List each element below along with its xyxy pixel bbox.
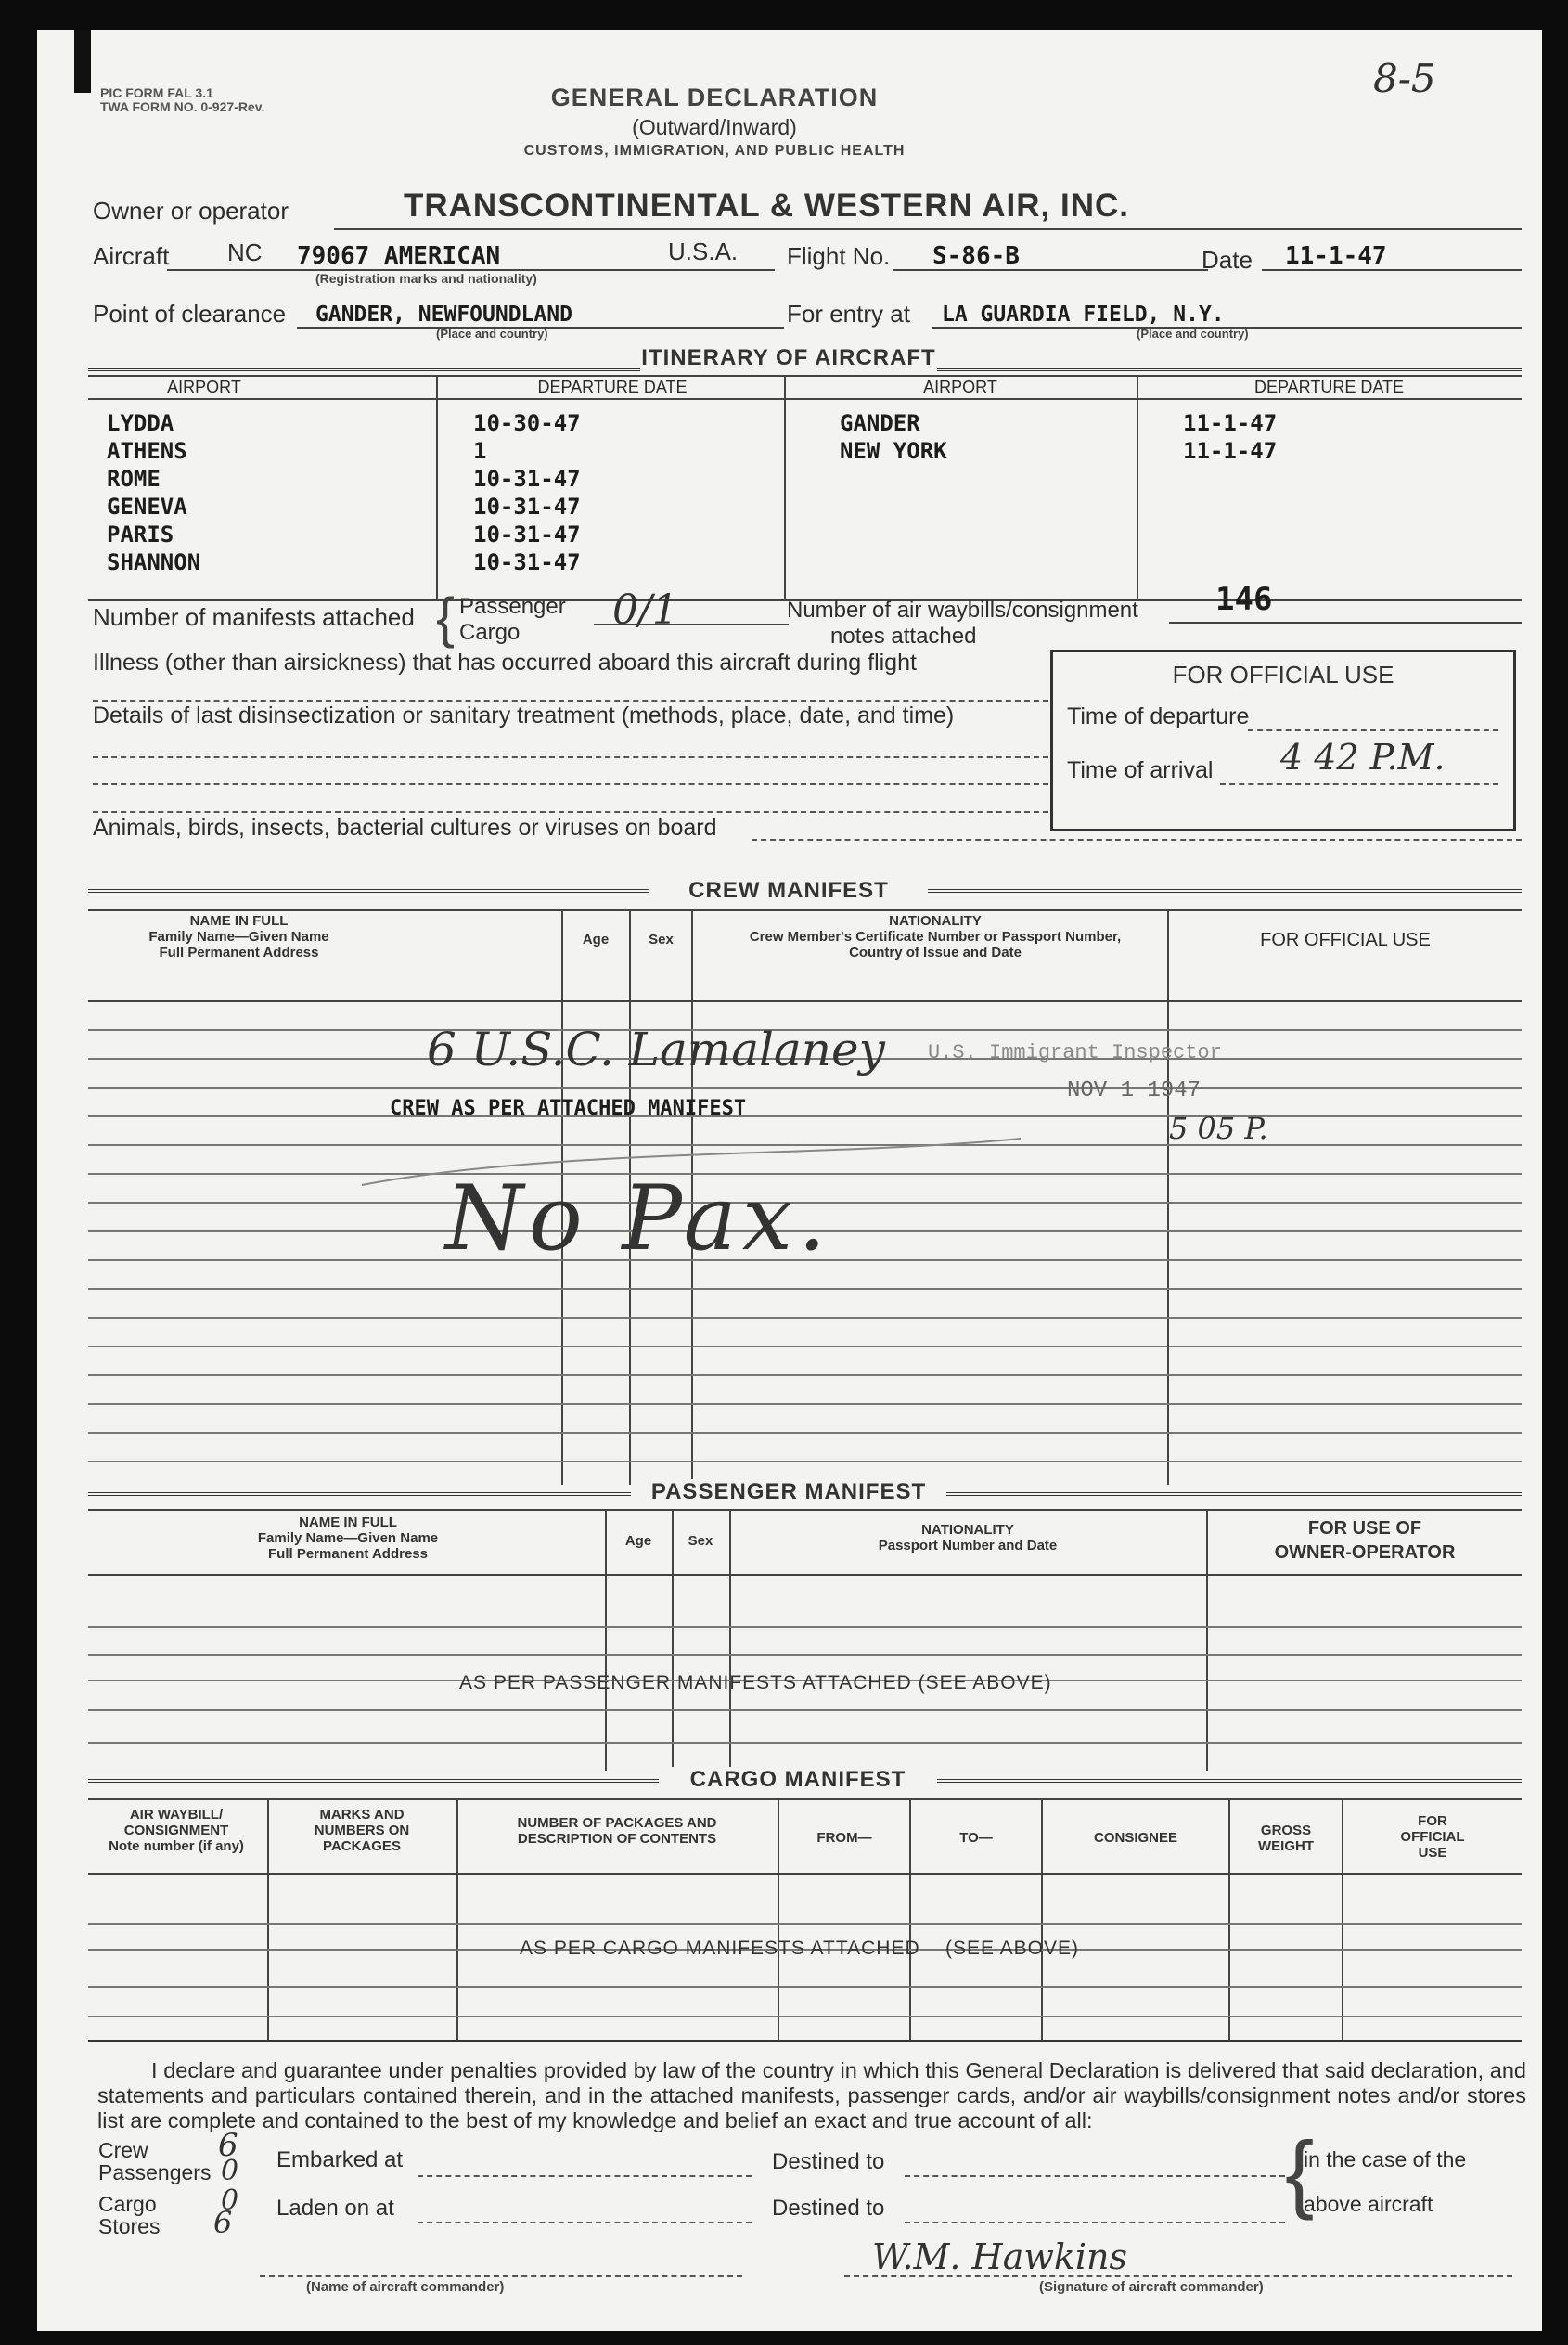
crew-col-official: FOR OFFICIAL USE (1260, 930, 1431, 950)
embarked-label: Embarked at (276, 2147, 404, 2172)
form-id-1: PIC FORM FAL 3.1 (100, 85, 213, 100)
time-of-arrival-label: Time of arrival (1067, 757, 1214, 783)
itin-left-date-3: 10-31-47 (473, 494, 581, 520)
itinerary-col-date-right: DEPARTURE DATE (1253, 378, 1405, 396)
time-of-arrival-value: 4 42 P.M. (1280, 737, 1446, 778)
declaration-form-page (37, 30, 1542, 2331)
itin-left-airport-0: LYDDA (107, 410, 174, 436)
cargo-col-official: FOR OFFICIAL USE (1400, 1813, 1465, 1861)
passengers-count: 0 (221, 2155, 239, 2187)
corner-mark: 8-5 (1373, 56, 1436, 101)
itin-left-airport-1: ATHENS (107, 438, 187, 464)
itin-left-airport-3: GENEVA (107, 494, 187, 520)
brace-right: { (1285, 2123, 1315, 2221)
time-of-departure-label: Time of departure (1067, 703, 1250, 729)
official-box-title: FOR OFFICIAL USE (1172, 661, 1394, 689)
itin-left-date-0: 10-30-47 (473, 410, 581, 436)
flight-value: S-86-B (932, 242, 1020, 270)
passenger-col-sex: Sex (688, 1533, 713, 1549)
destined-2-label: Destined to (772, 2196, 885, 2221)
cargo-note: AS PER CARGO MANIFESTS ATTACHED (SEE ABOVE) (520, 1938, 1079, 1959)
entry-value: LA GUARDIA FIELD, N.Y. (942, 303, 1225, 327)
commander-signature: W.M. Hawkins (872, 2236, 1128, 2277)
manifests-label: Number of manifests attached (93, 603, 415, 631)
form-title: GENERAL DECLARATION (550, 84, 879, 111)
cargo-col-from: FROM— (816, 1830, 872, 1846)
itin-left-airport-2: ROME (107, 466, 161, 492)
cargo-col-waybill: AIR WAYBILL/ CONSIGNMENT Note number (if any) (109, 1807, 244, 1854)
manifests-passenger-label: Passenger (459, 594, 566, 619)
inspector-stamp-1: U.S. Immigrant Inspector (928, 1041, 1222, 1064)
crew-handwritten-1: 6 U.S.C. Lamalaney (427, 1023, 885, 1076)
itin-left-airport-4: PARIS (107, 522, 174, 548)
itinerary-col-date-left: DEPARTURE DATE (537, 378, 688, 396)
waybills-value: 146 (1215, 581, 1273, 618)
above-aircraft-label: above aircraft (1304, 2192, 1433, 2216)
stores-count: 6 (213, 2205, 233, 2240)
in-case-label: in the case of the (1304, 2147, 1467, 2171)
clearance-label: Point of clearance (93, 300, 287, 328)
form-subtitle: (Outward/Inward) (632, 115, 797, 139)
cargo-col-gross: GROSS WEIGHT (1258, 1823, 1314, 1854)
cargo-label: Cargo (98, 2192, 157, 2216)
itin-right-airport-0: GANDER (840, 410, 920, 436)
itin-right-airport-1: NEW YORK (840, 438, 947, 464)
aircraft-caption: (Registration marks and nationality) (315, 271, 537, 286)
itin-left-date-4: 10-31-47 (473, 522, 581, 548)
aircraft-value: 79067 AMERICAN (297, 242, 501, 270)
declaration-text: I declare and guarantee under penalties provided by law of the country in which this General Declaration is delivered that said declaration, and statements and particulars contained therein, and in the attached manifests, passenger cards, and/or air waybills/consignment notes and/or stores list are complete and contained to the best of my knowledge and belief an exact and true account of all: (97, 2058, 1526, 2132)
crew-manifest-title: CREW MANIFEST (649, 878, 928, 904)
cargo-col-packages: NUMBER OF PACKAGES AND DESCRIPTION OF CONTENTS (517, 1815, 717, 1847)
commander-name-caption: (Name of aircraft commander) (306, 2279, 505, 2295)
illness-label: Illness (other than airsickness) that has occurred aboard this aircraft during flight (93, 650, 917, 676)
date-value: 11-1-47 (1285, 242, 1387, 270)
crew-col-age: Age (582, 932, 610, 947)
punch-mark (74, 30, 91, 93)
entry-label: For entry at (787, 300, 910, 328)
itin-right-date-0: 11-1-47 (1183, 410, 1278, 436)
commander-signature-caption: (Signature of aircraft commander) (1039, 2279, 1264, 2295)
stores-label: Stores (98, 2214, 161, 2238)
clearance-caption: (Place and country) (436, 327, 548, 341)
flight-label: Flight No. (787, 242, 891, 270)
disinsect-label: Details of last disinsectization or sanitary treatment (methods, place, date, and time) (93, 702, 955, 728)
crew-handwritten-2: No Pax. (445, 1166, 832, 1270)
itin-right-date-1: 11-1-47 (1183, 438, 1278, 464)
laden-label: Laden on at (276, 2196, 394, 2221)
crew-col-sex: Sex (649, 932, 674, 947)
manifests-brace: { (436, 586, 456, 649)
itin-left-date-5: 10-31-47 (473, 549, 581, 575)
cargo-col-to: TO— (959, 1830, 993, 1846)
destined-label: Destined to (772, 2149, 885, 2174)
aircraft-prefix: NC (227, 238, 263, 266)
waybills-label-2: notes attached (830, 624, 977, 649)
itin-left-date-2: 10-31-47 (473, 466, 581, 492)
itin-left-airport-5: SHANNON (107, 549, 201, 575)
crew-typed-note: CREW AS PER ATTACHED MANIFEST (390, 1097, 747, 1120)
date-label: Date (1202, 246, 1253, 274)
aircraft-country: U.S.A. (668, 238, 739, 265)
passenger-col-age: Age (624, 1533, 652, 1549)
owner-label: Owner or operator (93, 197, 289, 225)
crew-label: Crew (98, 2138, 148, 2162)
inspector-stamp-time: 5 05 P. (1169, 1111, 1268, 1146)
clearance-value: GANDER, NEWFOUNDLAND (315, 303, 572, 327)
passenger-col-owner: FOR USE OF OWNER-OPERATOR (1274, 1518, 1456, 1563)
cargo-count: 0 (221, 2184, 239, 2217)
passenger-col-name: NAME IN FULL Family Name—Given Name Full Permanent Address (257, 1514, 439, 1562)
animals-label: Animals, birds, insects, bacterial cultures or viruses on board (93, 815, 717, 841)
itin-left-date-1: 1 (473, 438, 487, 464)
form-subtitle-2: CUSTOMS, IMMIGRATION, AND PUBLIC HEALTH (523, 143, 906, 159)
owner-value: TRANSCONTINENTAL & WESTERN AIR, INC. (404, 187, 1130, 224)
crew-count: 6 (218, 2127, 238, 2164)
passengers-label: Passengers (98, 2160, 212, 2184)
passenger-manifest-title: PASSENGER MANIFEST (631, 1479, 946, 1505)
itinerary-col-airport-right: AIRPORT (923, 378, 997, 396)
passenger-col-nationality: NATIONALITY Passport Number and Date (878, 1522, 1058, 1553)
crew-col-nationality: NATIONALITY Crew Member's Certificate Number or Passport Number, Country of Issue and Date (749, 913, 1122, 960)
passenger-note: AS PER PASSENGER MANIFESTS ATTACHED (SEE ABOVE) (459, 1672, 1052, 1694)
cargo-manifest-title: CARGO MANIFEST (659, 1767, 937, 1793)
form-id-2: TWA FORM NO. 0-927-Rev. (100, 99, 265, 114)
itinerary-col-airport-left: AIRPORT (167, 378, 241, 396)
cargo-col-marks: MARKS AND NUMBERS ON PACKAGES (314, 1807, 410, 1854)
aircraft-label: Aircraft (93, 242, 170, 270)
manifests-count-handwritten: 0/1 (612, 586, 678, 634)
itinerary-title: ITINERARY OF AIRCRAFT (641, 345, 936, 370)
manifests-cargo-label: Cargo (459, 620, 521, 645)
crew-col-name: NAME IN FULL Family Name—Given Name Full Permanent Address (148, 913, 329, 960)
inspector-stamp-2: NOV 1 1947 (1067, 1078, 1202, 1103)
waybills-label: Number of air waybills/consignment (787, 598, 1138, 623)
cargo-col-consignee: CONSIGNEE (1093, 1830, 1177, 1846)
entry-caption: (Place and country) (1137, 327, 1249, 341)
